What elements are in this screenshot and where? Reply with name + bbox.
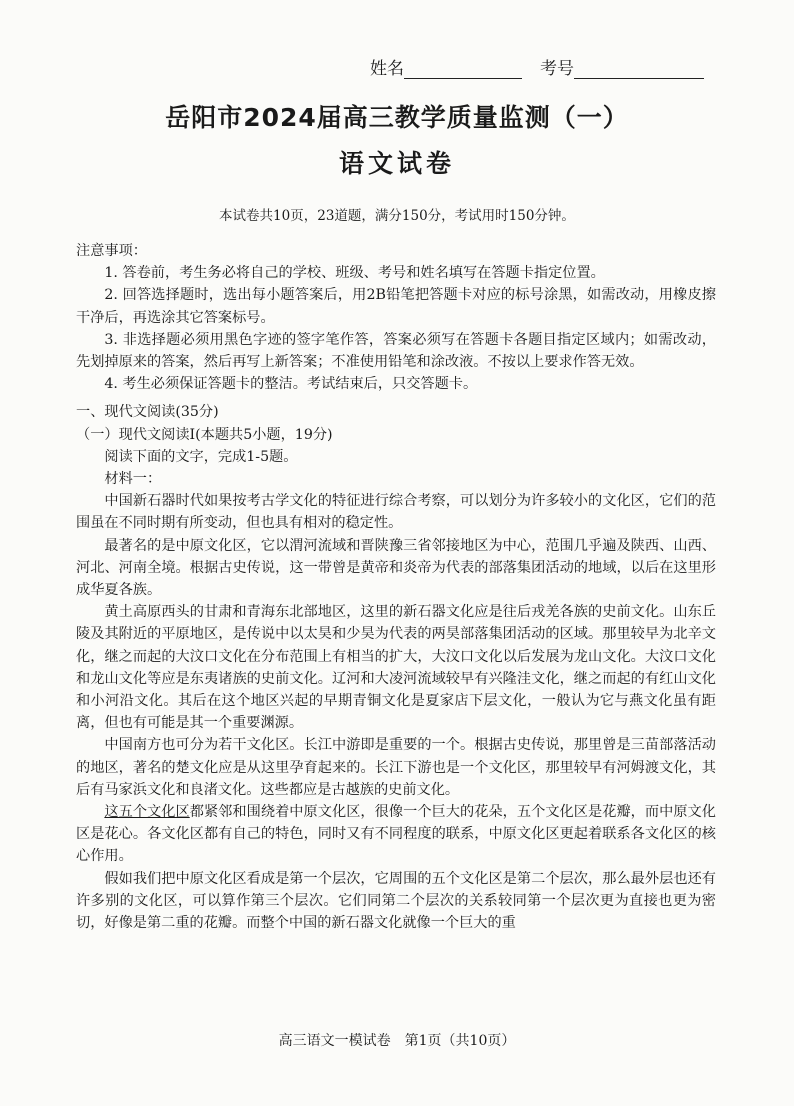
page-footer: 高三语文一模试卷 第1页（共10页）: [278, 1033, 516, 1049]
reading-instruction: 阅读下面的文字，完成1-5题。: [104, 448, 298, 465]
passage-paragraph: 假如我们把中原文化区看成是第一个层次，它周围的五个文化区是第二个层次，那么最外层也还有许多别的文化区，可以算作第三个层次。它们同第二个层次的关系较同第一个层次更为直接也更为密切，好像是第二重的花瓣。而整个中国的新石器文化就像一个巨大的重: [76, 870, 716, 932]
exam-subtitle: 语文试卷: [338, 149, 455, 178]
notice-item: 1. 答卷前，考生务必将自己的学校、班级、考号和姓名填写在答题卡指定位置。: [104, 265, 605, 282]
notice-item: 3. 非选择题必须用黑色字迹的签字笔作答，答案必须写在答题卡各题目指定区域内；如需改动，先划掉原来的答案，然后再写上新答案；不准使用铅笔和涂改液。不按以上要求作答无效。: [76, 331, 716, 371]
name-label: 姓名: [370, 59, 404, 79]
exam-info: 本试卷共10页，23道题，满分150分，考试用时150分钟。: [219, 208, 575, 224]
name-blank-line: [404, 60, 522, 79]
passage-paragraph: 中国新石器时代如果按考古学文化的特征进行综合考察，可以划分为许多较小的文化区，它们的范围虽在不同时期有所变动，但也具有相对的稳定性。: [76, 493, 716, 532]
passage-paragraph: 最著名的是中原文化区，它以渭河流域和晋陕豫三省邻接地区为中心，范围几乎遍及陕西、山西、河北、河南全境。根据古史传说，这一带曾是黄帝和炎帝为代表的部落集团活动的地域，以后在这里形成华夏各族。: [76, 537, 716, 599]
exam-no-blank-line: [574, 60, 704, 79]
paragraph-text: 都紧邻和围绕着中原文化区，很像一个巨大的花朵，五个文化区是花瓣，而中原文化区是花心。各文化区都有自己的特色，同时又有不同程度的联系，中原文化区更起着联系各文化区的核心作用。: [76, 804, 716, 865]
passage-paragraph: 中国南方也可分为若干文化区。长江中游即是重要的一个。根据古史传说，那里曾是三苗部落活动的地区，著名的楚文化应是从这里孕育起来的。长江下游也是一个文化区，那里较早有河姆渡文化，其后有马家浜文化和良渚文化。这些都应是古越族的史前文化。: [76, 737, 716, 798]
notice-item: 2. 回答选择题时，选出每小题答案后，用2B铅笔把答题卡对应的标号涂黑，如需改动，用橡皮擦干净后，再选涂其它答案标号。: [76, 287, 716, 326]
notice-item: 4. 考生必须保证答题卡的整洁。考试结束后，只交答题卡。: [104, 376, 478, 393]
passage-paragraph: 黄土高原西头的甘肃和青海东北部地区，这里的新石器文化应是往后戎羌各族的史前文化。山东丘陵及其附近的平原地区，是传说中以太昊和少昊为代表的两昊部落集团活动的区域。那里较早为北辛文化，继之而起的大汶口文化在分布范围上有相当的扩大，大汶口文化以后发展为龙山文化。大汶口文化和龙山文化等应是东夷诸族的史前文化。辽河和大凌河流域较早有兴隆洼文化，继之而起的有红山文化和小河沿文化。其后在这个地区兴起的早期青铜文化是夏家店下层文化，一般认为它与燕文化虽有距离，但也有可能是其一个重要渊源。: [76, 604, 716, 732]
material-label: 材料一：: [104, 471, 162, 488]
passage-paragraph: [76, 801, 716, 868]
exam-title: 岳阳市2024届高三教学质量监测（一）: [165, 103, 629, 132]
notice-heading: 注意事项：: [76, 243, 147, 259]
exam-no-label: 考号: [540, 59, 574, 79]
exam-body: [76, 240, 716, 934]
section-heading: 一、现代文阅读(35分): [76, 404, 219, 421]
sub-section-heading: （一）现代文阅读Ⅰ(本题共5小题，19分): [76, 426, 333, 443]
name-exam-row: [370, 54, 750, 79]
underlined-phrase: 这五个文化区: [104, 804, 190, 821]
